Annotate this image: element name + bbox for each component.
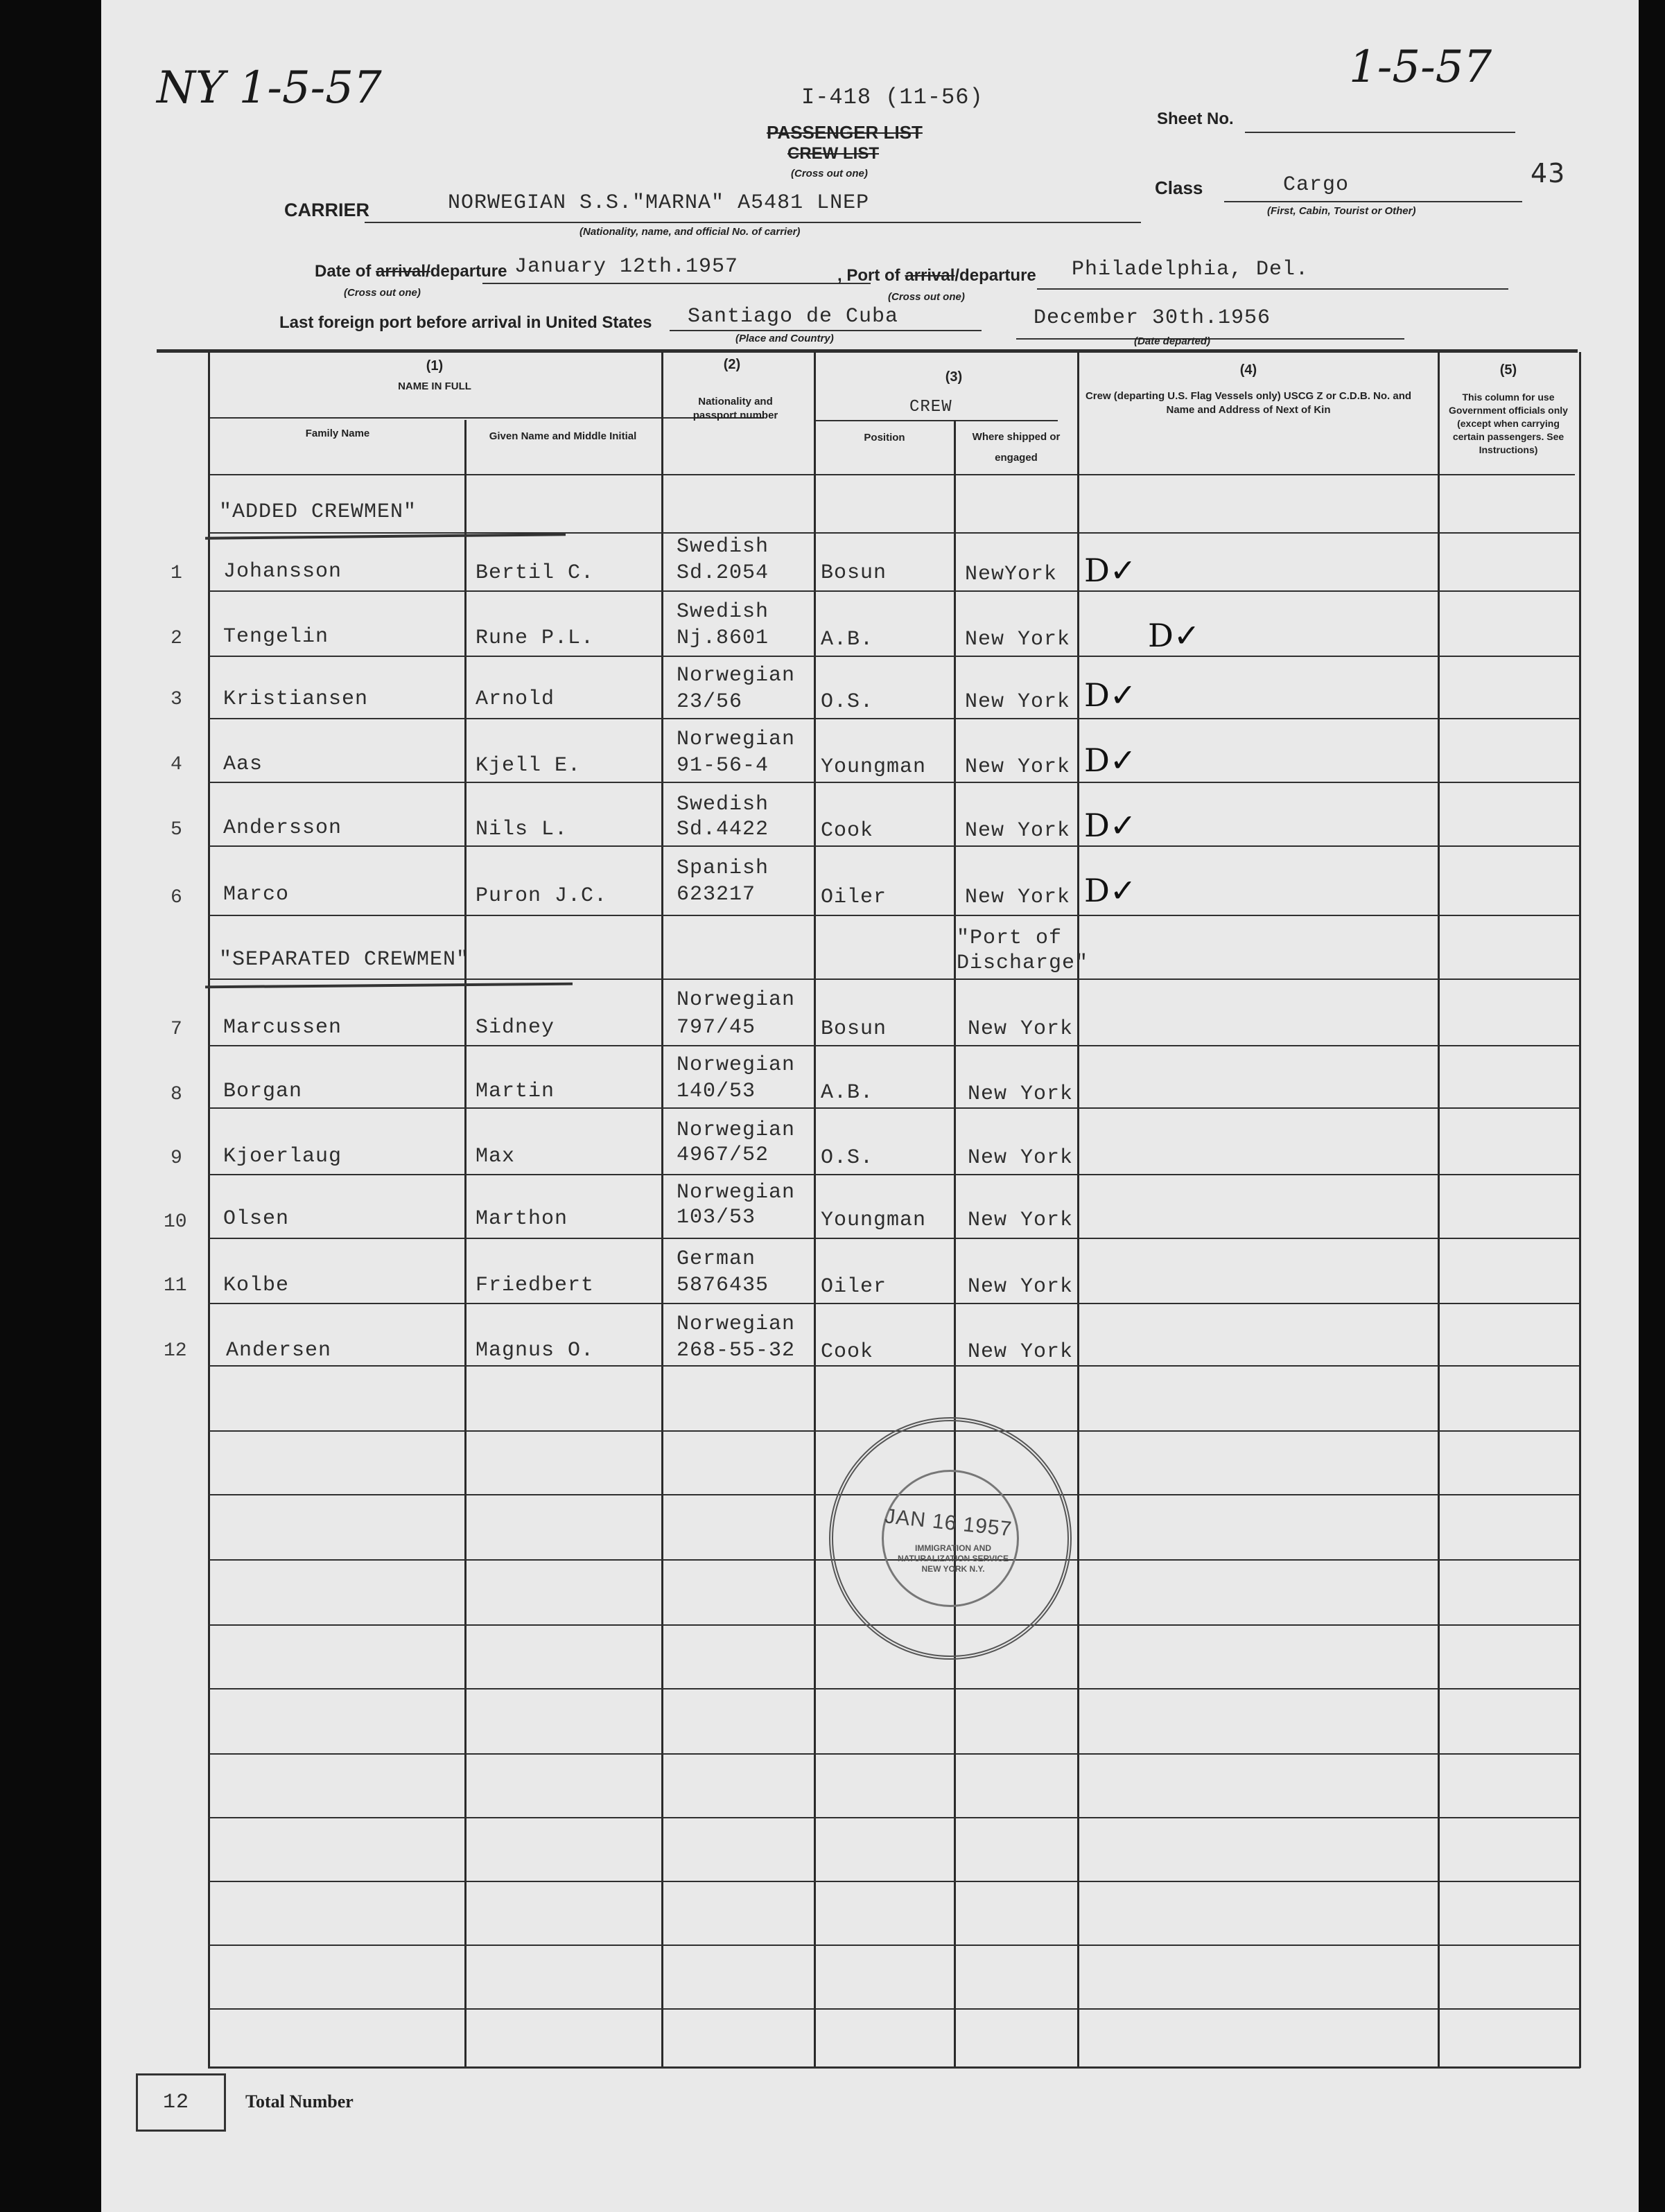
given-name: Sidney (476, 1016, 555, 1039)
position: O.S. (821, 1146, 874, 1170)
carrier-label: CARRIER (284, 200, 370, 220)
row-number: 6 (171, 887, 182, 909)
row-rule (208, 1365, 1580, 1367)
form-number: I-418 (11-56) (801, 85, 984, 110)
check-mark: D✓ (1084, 676, 1137, 714)
table-top-rule (157, 349, 1578, 353)
passport-number: Sd.4422 (677, 818, 769, 841)
where-shipped: New York (968, 1340, 1074, 1364)
family-name: Borgan (223, 1080, 303, 1103)
nationality: German (677, 1247, 756, 1271)
position: Oiler (821, 1275, 887, 1299)
last-port-value: Santiago de Cuba (688, 305, 899, 328)
row-rule (208, 718, 1580, 719)
date-departed-value: December 30th.1956 (1034, 306, 1271, 330)
row-rule (208, 1688, 1580, 1689)
passport-number: 797/45 (677, 1016, 756, 1039)
date-caption: (Cross out one) (344, 287, 421, 299)
col-line-nat (814, 352, 816, 2068)
row-rule (208, 590, 1580, 592)
col4-num: (4) (1239, 362, 1257, 378)
last-port-line (670, 330, 982, 331)
where-shipped: New York (968, 1209, 1074, 1232)
position: Youngman (821, 755, 927, 779)
row-number: 5 (171, 819, 182, 841)
sheet-no-label: Sheet No. (1157, 109, 1234, 128)
row-number: 12 (164, 1340, 187, 1362)
col3-title: CREW (909, 398, 952, 416)
cross-out-caption: (Cross out one) (791, 168, 868, 179)
class-line (1224, 201, 1522, 202)
where-shipped: New York (965, 755, 1071, 779)
position: A.B. (821, 628, 874, 651)
row-number: 1 (171, 563, 182, 584)
position: Cook (821, 819, 874, 843)
family-name: Kristiansen (223, 687, 369, 711)
where-shipped: New York (965, 690, 1071, 714)
stamp-date: JAN 16 1957 (883, 1504, 1013, 1541)
passenger-list-struck: PASSENGER LIST (767, 122, 923, 143)
col-line-given (661, 352, 663, 2068)
row-rule (208, 1238, 1580, 1239)
passport-number: 623217 (677, 883, 756, 906)
row-rule (208, 2008, 1580, 2010)
passport-number: Nj.8601 (677, 626, 769, 650)
col-line-left (208, 352, 210, 2068)
family-name: Marco (223, 883, 290, 906)
total-box (136, 2073, 226, 2132)
given-name: Max (476, 1145, 516, 1168)
handwritten-date-left: NY 1-5-57 (157, 62, 382, 114)
where-shipped: New York (968, 1146, 1074, 1170)
class-caption: (First, Cabin, Tourist or Other) (1267, 205, 1416, 217)
row-rule (208, 1045, 1580, 1046)
col-line-right (1579, 352, 1581, 2068)
nationality: Norwegian (677, 728, 796, 751)
row-rule (208, 656, 1580, 657)
handwritten-date-right: 1-5-57 (1349, 42, 1492, 93)
row-number: 10 (164, 1211, 187, 1233)
given-name: Magnus O. (476, 1339, 595, 1362)
row-rule (208, 1753, 1580, 1755)
where-shipped: NewYork (965, 563, 1058, 586)
row-rule (208, 1174, 1580, 1175)
passport-number: 23/56 (677, 690, 743, 714)
check-mark: D✓ (1148, 617, 1201, 654)
date-value: January 12th.1957 (514, 255, 739, 279)
check-mark: D✓ (1084, 552, 1137, 589)
nationality: Norwegian (677, 1118, 796, 1142)
family-name: Aas (223, 753, 263, 776)
separated-underline (205, 983, 573, 989)
check-mark: D✓ (1084, 741, 1137, 779)
form-sheet (101, 0, 1639, 2212)
nationality: Norwegian (677, 1053, 796, 1077)
passport-number: 4967/52 (677, 1143, 769, 1167)
port-of-discharge-label: "Port of Discharge" (957, 927, 1089, 975)
carrier-caption: (Nationality, name, and official No. of carrier) (579, 226, 801, 238)
class-label: Class (1155, 177, 1203, 198)
passport-number: Sd.2054 (677, 561, 769, 585)
where-shipped-header: Where shipped or engaged (972, 431, 1061, 464)
immigration-stamp (829, 1417, 1072, 1660)
row-rule (208, 532, 1580, 534)
row-number: 7 (171, 1019, 182, 1040)
check-mark: D✓ (1084, 807, 1137, 844)
family-name: Olsen (223, 1207, 290, 1231)
position: A.B. (821, 1081, 874, 1105)
col3-num: (3) (945, 369, 963, 385)
row-rule (208, 782, 1580, 783)
nationality: Norwegian (677, 988, 796, 1012)
family-name: Marcussen (223, 1016, 342, 1039)
crew-list-label: CREW LIST (787, 144, 879, 163)
col2-title: Nationality and passport number (692, 396, 778, 421)
family-name: Andersen (226, 1339, 332, 1362)
stamp-text: IMMIGRATION AND NATURALIZATION SERVICE NEW YORK N.Y. (897, 1543, 1009, 1574)
nationality: Swedish (677, 600, 769, 624)
position: Youngman (821, 1209, 927, 1232)
given-name: Kjell E. (476, 754, 582, 778)
col-line-position (954, 420, 956, 2068)
row-rule (208, 1107, 1580, 1109)
family-name: Andersson (223, 816, 342, 840)
last-port-caption: (Place and Country) (735, 333, 834, 344)
section-added-crewmen: "ADDED CREWMEN" (219, 500, 417, 524)
col1-title: NAME IN FULL (398, 380, 471, 392)
row-number: 4 (171, 754, 182, 775)
date-label: Date of arrival/departure (315, 262, 507, 281)
given-name: Friedbert (476, 1274, 595, 1297)
where-shipped: New York (965, 886, 1071, 909)
given-name: Martin (476, 1080, 555, 1103)
row-number: 2 (171, 628, 182, 649)
nationality: Spanish (677, 857, 769, 880)
port-label: , Port of arrival/departure (837, 266, 1036, 285)
port-caption: (Cross out one) (888, 291, 965, 303)
row-number: 8 (171, 1084, 182, 1105)
carrier-value: NORWEGIAN S.S."MARNA" A5481 LNEP (448, 191, 870, 215)
col-line-family (464, 420, 467, 2068)
row-rule (208, 978, 1580, 980)
family-name-header: Family Name (305, 428, 370, 439)
where-shipped: New York (968, 1017, 1074, 1041)
passport-number: 268-55-32 (677, 1339, 796, 1362)
row-number: 9 (171, 1148, 182, 1169)
col-line-crew (1438, 352, 1440, 2068)
given-name: Rune P.L. (476, 626, 595, 650)
total-label: Total Number (245, 2091, 354, 2112)
row-rule (208, 1945, 1580, 1946)
col5-num: (5) (1499, 362, 1517, 378)
col-line-where (1077, 352, 1079, 2068)
where-shipped: New York (968, 1275, 1074, 1299)
family-name: Tengelin (223, 625, 329, 649)
row-rule (208, 1881, 1580, 1882)
position: O.S. (821, 690, 874, 714)
carrier-line (365, 222, 1141, 223)
position: Bosun (821, 561, 887, 585)
nationality: Norwegian (677, 1181, 796, 1204)
given-name-header: Given Name and Middle Initial (489, 430, 637, 442)
section-separated-crewmen: "SEPARATED CREWMEN" (219, 948, 470, 972)
position: Oiler (821, 886, 887, 909)
last-port-label: Last foreign port before arrival in United States (279, 313, 652, 332)
header-bottom-rule (209, 474, 1575, 475)
date-line (482, 283, 871, 284)
position-header: Position (864, 432, 905, 444)
nationality: Norwegian (677, 1313, 796, 1336)
position: Bosun (821, 1017, 887, 1041)
family-name: Kolbe (223, 1274, 290, 1297)
given-name: Nils L. (476, 818, 568, 841)
page-number: 43 (1531, 158, 1566, 188)
given-name: Arnold (476, 687, 555, 711)
row-number: 11 (164, 1275, 187, 1297)
check-mark: D✓ (1084, 872, 1137, 909)
col5-title: This column for use Government officials only (except when carrying certain passengers. See Instructions) (1449, 392, 1568, 455)
where-shipped: New York (965, 819, 1071, 843)
row-rule (208, 1303, 1580, 1304)
col3-subrule (815, 420, 1058, 421)
row-number: 3 (171, 689, 182, 710)
class-value: Cargo (1283, 173, 1350, 197)
row-rule (208, 845, 1580, 847)
added-underline (205, 533, 566, 539)
table-bottom-rule (208, 2066, 1580, 2069)
given-name: Bertil C. (476, 561, 595, 585)
passport-number: 5876435 (677, 1274, 769, 1297)
where-shipped: New York (968, 1082, 1074, 1106)
position: Cook (821, 1340, 874, 1364)
passport-number: 103/53 (677, 1206, 756, 1229)
row-rule (208, 915, 1580, 916)
nationality: Swedish (677, 535, 769, 559)
col4-title: Crew (departing U.S. Flag Vessels only) USCG Z or C.D.B. No. and Name and Address of Next of Kin (1085, 390, 1412, 416)
passport-number: 91-56-4 (677, 754, 769, 778)
date-departed-caption: (Date departed) (1134, 335, 1211, 347)
passport-number: 140/53 (677, 1080, 756, 1103)
family-name: Kjoerlaug (223, 1145, 342, 1168)
col2-num: (2) (723, 357, 741, 372)
given-name: Puron J.C. (476, 884, 608, 908)
row-rule (208, 1817, 1580, 1818)
col1-num: (1) (426, 358, 444, 374)
nationality: Swedish (677, 793, 769, 816)
total-value: 12 (163, 2091, 190, 2114)
sheet-no-line (1245, 132, 1515, 133)
port-value: Philadelphia, Del. (1072, 258, 1309, 281)
nationality: Norwegian (677, 664, 796, 687)
given-name: Marthon (476, 1207, 568, 1231)
where-shipped: New York (965, 628, 1071, 651)
family-name: Johansson (223, 560, 342, 583)
port-line (1037, 288, 1508, 290)
